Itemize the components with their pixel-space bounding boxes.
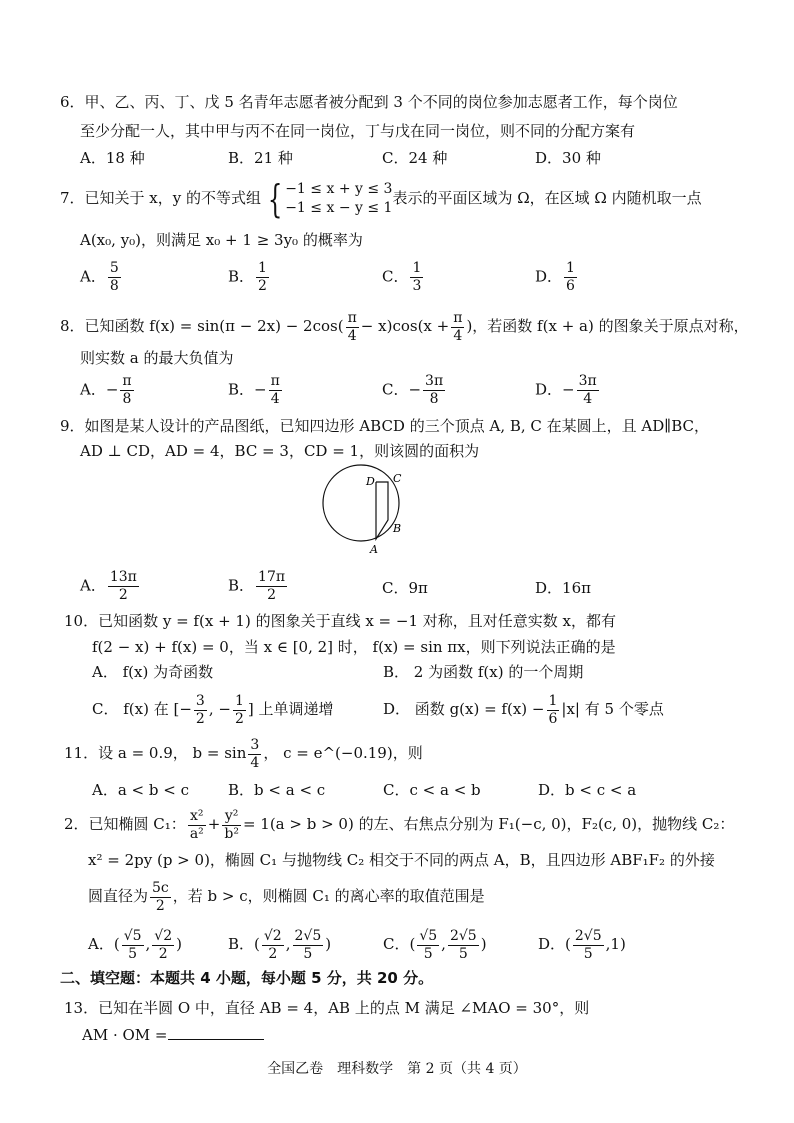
q8-option-b	[228, 373, 284, 408]
q6-option-c: C．24 种	[382, 149, 448, 167]
q13-stem-line1: 13．已知在半圆 O 中，直径 AB = 4，AB 上的点 M 满足 ∠MAO = 30°，则	[64, 999, 590, 1017]
q10-stem-line2: f(2 − x) + f(x) = 0，当 x ∈ [0, 2] 时， f(x) = sin πx，则下列说法正确的是	[92, 638, 616, 656]
q12-line3-pre: 圆直径为	[88, 887, 149, 905]
fraction-numerator: 1	[548, 692, 558, 709]
fraction-denominator: 3	[412, 278, 422, 294]
q12-stem-line1	[64, 806, 734, 842]
fraction-denominator: 8	[429, 391, 439, 407]
q9-option-a-fraction	[108, 569, 139, 604]
q10-option-c	[92, 692, 334, 728]
q12-option-d-end: ,1)	[605, 935, 626, 953]
q9-option-a	[80, 569, 141, 604]
fraction-denominator: 6	[548, 710, 558, 727]
q9-label-d: D	[366, 475, 375, 488]
q10-stem-line1: 10．已知函数 y = f(x + 1) 的图象关于直线 x = −1 对称，且对任意实数 x，都有	[64, 612, 617, 630]
q12-option-c-end: )	[480, 935, 487, 953]
fraction-numerator: √2	[263, 927, 282, 944]
q7-option-a-fraction	[108, 260, 121, 295]
q9-option-b-label: B．	[228, 576, 255, 595]
q7-prefix: 7．已知关于 x，y 的不等式组	[60, 189, 262, 207]
fraction-denominator: 2	[155, 897, 165, 914]
q6-option-a: A．18 种	[80, 149, 145, 167]
fraction-numerator: π	[122, 373, 132, 389]
fraction-denominator: 4	[250, 754, 260, 771]
q12-stem-line3	[88, 878, 485, 914]
q9-option-b-fraction	[256, 569, 287, 604]
q12-option-a: A．( $\frac{√5}{5}$ , $\frac{√2}{2}$ )	[88, 927, 182, 962]
q12-option-c: C．( $\frac{√5}{5}$ , $\frac{2√5}{5}$ )	[383, 927, 487, 962]
q9-stem-line2: AD ⊥ CD，AD = 4，BC = 3，CD = 1，则该圆的面积为	[80, 442, 480, 460]
fraction-denominator: b²	[224, 825, 239, 842]
q7-brace: {	[267, 177, 283, 221]
q10-option-c-mid: , −	[208, 700, 231, 718]
q10-option-d-fraction	[547, 693, 560, 728]
q8-option-a	[80, 373, 136, 408]
q7-inequality-2: −1 ≤ x − y ≤ 1	[285, 200, 393, 216]
q7-option-a	[80, 260, 123, 295]
section-2-heading: 二、填空题：本题共 4 小题，每小题 5 分，共 20 分。	[60, 969, 434, 987]
q8-part1: 8．已知函数 f(x) = sin(π − 2x) − 2cos(	[60, 317, 344, 335]
fraction-denominator: 2	[268, 945, 278, 962]
fraction-numerator: π	[347, 309, 357, 326]
fraction-denominator: 2	[267, 587, 276, 603]
fraction-denominator: 5	[303, 945, 313, 962]
q6-stem-line1: 6．甲、乙、丙、丁、戊 5 名青年志愿者被分配到 3 个不同的岗位参加志愿者工作，每个岗位	[60, 93, 678, 111]
q12-option-d-label: D．(	[538, 935, 571, 953]
q8-option-d-label: D．−	[535, 380, 575, 399]
q13-line2-text: AM · OM =	[82, 1026, 168, 1044]
q8-option-d-fraction	[577, 373, 599, 408]
q8-option-a-label: A．−	[80, 380, 119, 399]
fraction	[448, 928, 479, 963]
q8-option-d	[535, 373, 601, 408]
q11-pre: 11．设 a = 0.9， b = sin	[64, 744, 247, 762]
q6-option-b: B．21 种	[228, 149, 293, 167]
q11-fraction	[248, 737, 261, 772]
q11-option-a: A．a < b < c	[92, 781, 189, 799]
page-footer: 全国乙卷 理科数学 第 2 页（共 4 页）	[267, 1061, 527, 1077]
fraction-denominator: 5	[583, 945, 593, 962]
q11-stem	[64, 736, 423, 770]
fraction-numerator: √5	[123, 927, 142, 944]
q12-stem-line2: x² = 2py (p > 0)，椭圆 C₁ 与抛物线 C₂ 相交于不同的两点 A，B，且四边形 ABF₁F₂ 的外接	[88, 851, 715, 869]
q7-stem-line2: A(x₀, y₀)，则满足 x₀ + 1 ≥ 3y₀ 的概率为	[80, 231, 363, 249]
fraction-denominator: 6	[566, 278, 575, 294]
fraction-numerator: 3	[195, 692, 205, 709]
fraction-numerator: √2	[154, 927, 173, 944]
q7-option-a-label: A．	[80, 267, 106, 286]
fraction-numerator: 1	[258, 260, 267, 276]
fraction-denominator: 2	[234, 710, 244, 727]
q7-inequality-system	[285, 180, 392, 218]
fraction	[262, 928, 284, 963]
fraction-denominator: 2	[258, 278, 267, 294]
fraction-numerator: 3π	[425, 373, 444, 389]
q7-option-d-fraction	[564, 260, 577, 295]
q7-option-c-label: C．	[382, 267, 409, 286]
q7-option-b-label: B．	[228, 267, 255, 286]
q8-part2: − x)cos(x +	[360, 317, 450, 335]
q12-option-d	[538, 926, 626, 963]
fraction-numerator: 1	[234, 692, 244, 709]
q9-quadrilateral	[376, 482, 388, 539]
q7-option-c	[382, 260, 425, 295]
fraction-numerator: π	[453, 309, 463, 326]
q7-suffix: 表示的平面区域为 Ω，在区域 Ω 内随机取一点	[392, 189, 702, 207]
q9-label-b: B	[393, 522, 402, 535]
fraction-denominator: a²	[189, 825, 204, 842]
fraction-numerator: 3	[250, 736, 260, 753]
q13-stem-line2	[82, 1025, 264, 1045]
q7-option-c-fraction	[410, 260, 423, 295]
q9-option-b	[228, 569, 289, 604]
fraction-numerator: 1	[412, 260, 422, 276]
q10-option-d	[383, 692, 664, 728]
q9-label-c: C	[393, 472, 402, 485]
q8-fraction-2	[451, 310, 464, 345]
q10-option-c-post: ] 上单调递增	[247, 700, 334, 718]
q12-option-a-end: )	[176, 935, 182, 953]
q6-stem-line2: 至少分配一人，其中甲与丙不在同一岗位，丁与戊在同一岗位，则不同的分配方案有	[80, 122, 636, 140]
fraction-denominator: 4	[270, 391, 280, 407]
q7-inequality-1: −1 ≤ x + y ≤ 3	[285, 181, 393, 197]
q12-option-b: B．( $\frac{√2}{2}$ , $\frac{2√5}{5}$ )	[228, 927, 332, 962]
q8-option-a-fraction	[120, 373, 133, 408]
q12-fraction-x	[188, 808, 206, 843]
q9-option-d: D．16π	[535, 579, 591, 597]
q12-option-b-label: B．(	[228, 935, 260, 953]
q10-option-c-fraction-1	[194, 693, 207, 728]
q11-post: ， c = e^(−0.19)，则	[263, 744, 423, 762]
q11-option-c: C．c < a < b	[383, 781, 481, 799]
fraction-numerator: 5	[109, 260, 119, 276]
q7-option-d	[535, 260, 579, 295]
q8-part3: )，若函数 f(x + a) 的图象关于原点对称，	[466, 317, 749, 335]
q11-option-d: D．b < c < a	[538, 781, 637, 799]
q7-option-b-fraction	[256, 260, 269, 295]
fraction-numerator: 2√5	[449, 927, 477, 944]
fraction	[573, 928, 604, 963]
q9-stem-line1: 9．如图是某人设计的产品图纸，已知四边形 ABCD 的三个顶点 A, B, C 在某圆上，且 AD∥BC，	[60, 417, 709, 435]
q12-post: = 1(a > b > 0) 的左、右焦点分别为 F₁(−c, 0)，F₂(c, 0)，抛物线 C₂：	[242, 815, 735, 833]
q13-answer-blank[interactable]	[168, 1025, 264, 1040]
q12-line3-post: ，若 b > c，则椭圆 C₁ 的离心率的取值范围是	[172, 887, 485, 905]
q10-option-d-post: |x| 有 5 个零点	[561, 700, 664, 718]
fraction-numerator: 1	[566, 260, 575, 276]
q10-option-a: A． f(x) 为奇函数	[92, 663, 214, 681]
q12-option-b-end: )	[325, 935, 332, 953]
fraction-denominator: 5	[423, 945, 433, 962]
fraction	[417, 928, 439, 963]
fraction-denominator: 4	[347, 327, 357, 344]
fraction-denominator: 8	[109, 278, 119, 294]
q9-option-a-label: A．	[80, 576, 106, 595]
fraction-numerator: 5c	[152, 879, 169, 896]
fraction-numerator: y²	[222, 808, 241, 826]
q8-option-c-label: C．−	[382, 380, 422, 399]
q12-option-c-label: C．(	[383, 935, 416, 953]
fraction	[293, 928, 324, 963]
fraction-denominator: 4	[453, 327, 463, 344]
q10-option-d-pre: D． 函数 g(x) = f(x) −	[383, 700, 545, 718]
q8-option-b-fraction	[269, 373, 282, 408]
q12-plus: +	[207, 815, 221, 833]
fraction-denominator: 2	[195, 710, 205, 727]
fraction-numerator: 3π	[578, 373, 597, 389]
q8-fraction-1	[346, 310, 359, 345]
fraction-numerator: 2√5	[574, 927, 602, 944]
fraction-denominator: 5	[128, 945, 138, 962]
q8-option-c-fraction	[423, 373, 445, 408]
q8-option-c	[382, 373, 447, 408]
q8-option-b-label: B．−	[228, 380, 267, 399]
fraction-denominator: 4	[583, 391, 593, 407]
q12-line3-fraction	[150, 880, 171, 915]
q10-option-b: B． 2 为函数 f(x) 的一个周期	[383, 663, 584, 681]
fraction-denominator: 5	[458, 945, 468, 962]
fraction-numerator: x²	[188, 808, 206, 826]
fraction-denominator: 2	[158, 945, 168, 962]
fraction-numerator: √5	[419, 927, 438, 944]
q9-figure	[310, 458, 440, 558]
q8-stem-line2: 则实数 a 的最大负值为	[80, 349, 234, 367]
q9-label-a: A	[370, 543, 378, 556]
fraction-denominator: 8	[122, 391, 132, 407]
q7-option-b	[228, 260, 271, 295]
fraction	[152, 928, 174, 963]
fraction-numerator: π	[270, 373, 280, 389]
fraction-numerator: 2√5	[294, 927, 322, 944]
q12-pre: 2．已知椭圆 C₁：	[64, 815, 186, 833]
q7-option-d-label: D．	[535, 267, 563, 286]
q10-option-c-fraction-2	[233, 693, 246, 728]
q10-option-c-pre: C． f(x) 在 [−	[92, 700, 192, 718]
fraction-numerator: 17π	[258, 569, 286, 585]
q12-fraction-y	[222, 808, 241, 843]
q9-option-c: C．9π	[382, 579, 428, 597]
fraction-denominator: 2	[118, 587, 128, 603]
q6-option-d: D．30 种	[535, 149, 601, 167]
q12-option-a-label: A．(	[88, 935, 120, 953]
fraction-numerator: 13π	[109, 569, 137, 585]
q11-option-b: B．b < a < c	[228, 781, 326, 799]
q8-stem-line1	[60, 308, 749, 344]
fraction	[122, 928, 144, 963]
q7-stem-line1	[60, 176, 702, 220]
